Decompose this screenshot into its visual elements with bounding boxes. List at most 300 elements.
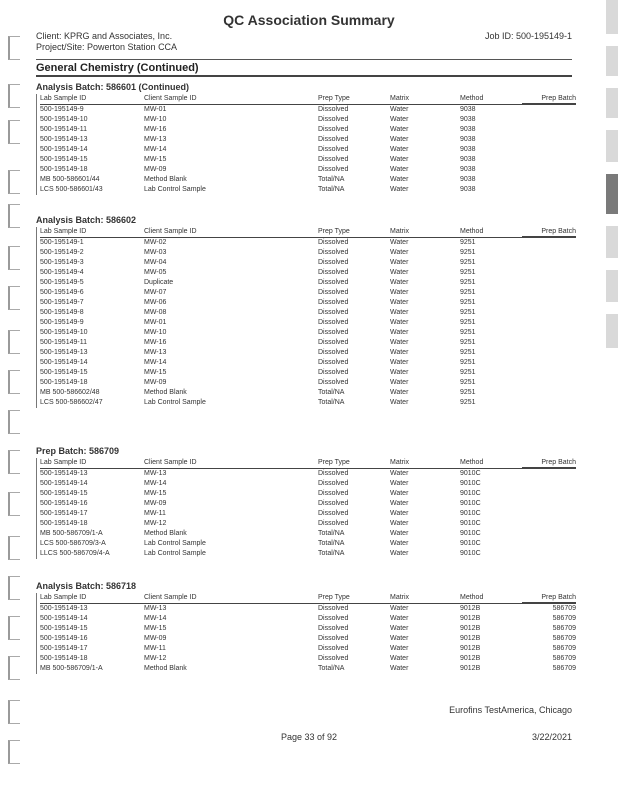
col-method: Method [460,594,484,601]
cell-client-sample-id: Lab Control Sample [144,550,206,557]
cell-prep-type: Dissolved [318,625,349,632]
col-lab-sample-id: Lab Sample ID [40,459,87,466]
cell-method: 9038 [460,136,476,143]
cell-prep-batch [522,499,576,509]
cell-lab-sample-id: 500-195149-18 [40,520,88,527]
binder-hole [8,700,20,724]
cell-lab-sample-id: 500-195149-7 [40,299,84,306]
cell-prep-type: Dissolved [318,369,349,376]
cell-method: 9012B [460,625,481,632]
binder-hole [8,204,20,228]
table-row [40,308,576,318]
cell-prep-type: Dissolved [318,520,349,527]
job-id: Job ID: 500-195149-1 [484,31,572,41]
cell-client-sample-id: Method Blank [144,176,187,183]
cell-matrix: Water [390,146,409,153]
table-row [40,539,576,549]
col-client-sample-id: Client Sample ID [144,459,197,466]
index-tab [606,314,618,348]
cell-prep-type: Dissolved [318,635,349,642]
cell-matrix: Water [390,329,409,336]
cell-lab-sample-id: 500-195149-10 [40,329,88,336]
table-row [40,268,576,278]
table-row [40,509,576,519]
cell-lab-sample-id: MB 500-586709/1-A [40,530,103,537]
cell-client-sample-id: MW-14 [144,615,167,622]
qc-table [40,94,576,195]
cell-matrix: Water [390,186,409,193]
cell-matrix: Water [390,106,409,113]
table-header [40,593,576,604]
cell-matrix: Water [390,389,409,396]
table-row [40,654,576,664]
table-row [40,604,576,614]
cell-lab-sample-id: 500-195149-14 [40,146,88,153]
cell-client-sample-id: MW-07 [144,289,167,296]
cell-method: 9038 [460,116,476,123]
table-row [40,469,576,479]
table-row [40,135,576,145]
cell-lab-sample-id: 500-195149-16 [40,500,88,507]
cell-prep-batch [522,539,576,549]
index-tab [606,270,618,302]
client-name: Client: KPRG and Associates, Inc. [36,31,173,41]
cell-prep-type: Dissolved [318,655,349,662]
cell-matrix: Water [390,625,409,632]
cell-client-sample-id: MW-12 [144,655,167,662]
cell-method: 9038 [460,176,476,183]
cell-matrix: Water [390,239,409,246]
cell-method: 9251 [460,259,476,266]
cell-prep-type: Total/NA [318,389,345,396]
cell-lab-sample-id: 500-195149-15 [40,625,88,632]
cell-lab-sample-id: 500-195149-5 [40,279,84,286]
cell-method: 9038 [460,166,476,173]
qc-table [40,227,576,408]
table-row [40,519,576,529]
cell-client-sample-id: MW-13 [144,605,167,612]
batch-prep-586709 [36,444,576,559]
section-title: General Chemistry (Continued) [36,59,572,77]
batch-title: Analysis Batch: 586602 [36,215,137,225]
cell-matrix: Water [390,309,409,316]
cell-matrix: Water [390,490,409,497]
cell-prep-batch: 586709 [552,665,576,672]
table-row [40,125,576,135]
cell-prep-batch [522,328,576,338]
cell-lab-sample-id: 500-195149-18 [40,379,88,386]
binder-hole [8,370,20,394]
cell-prep-batch [522,509,576,519]
binder-hole [8,740,20,764]
index-tab-active [606,174,618,214]
cell-lab-sample-id: 500-195149-13 [40,136,88,143]
cell-method: 9251 [460,289,476,296]
cell-matrix: Water [390,530,409,537]
cell-matrix: Water [390,166,409,173]
batch-analysis-586601 [36,80,576,195]
cell-prep-type: Dissolved [318,259,349,266]
cell-method: 9010C [460,540,481,547]
cell-lab-sample-id: 500-195149-11 [40,339,87,346]
cell-prep-batch [522,185,576,195]
cell-prep-batch [522,338,576,348]
cell-client-sample-id: Method Blank [144,665,187,672]
cell-matrix: Water [390,480,409,487]
cell-lab-sample-id: 500-195149-3 [40,259,84,266]
cell-client-sample-id: Duplicate [144,279,174,286]
cell-method: 9251 [460,399,476,406]
cell-client-sample-id: Lab Control Sample [144,186,206,193]
col-prep-batch: Prep Batch [522,458,576,468]
cell-method: 9251 [460,389,476,396]
cell-matrix: Water [390,550,409,557]
table-row [40,348,576,358]
table-row [40,624,576,634]
cell-prep-batch: 586709 [552,635,576,642]
qc-table [40,593,576,674]
col-client-sample-id: Client Sample ID [144,594,197,601]
table-row [40,368,576,378]
col-prep-batch: Prep Batch [522,227,576,237]
cell-client-sample-id: Method Blank [144,530,187,537]
cell-prep-type: Total/NA [318,550,345,557]
cell-client-sample-id: MW-14 [144,146,167,153]
col-prep-batch: Prep Batch [522,94,576,104]
cell-prep-batch: 586709 [552,645,576,652]
cell-prep-batch [522,398,576,408]
cell-lab-sample-id: 500-195149-10 [40,116,88,123]
cell-method: 9251 [460,309,476,316]
cell-lab-sample-id: 500-195149-13 [40,470,88,477]
col-prep-type: Prep Type [318,594,350,601]
table-row [40,238,576,248]
cell-method: 9012B [460,615,481,622]
cell-lab-sample-id: 500-195149-6 [40,289,84,296]
binder-hole [8,286,20,310]
table-row [40,644,576,654]
cell-prep-batch [522,268,576,278]
col-lab-sample-id: Lab Sample ID [40,594,87,601]
cell-lab-sample-id: LCS 500-586602/47 [40,399,103,406]
table-row [40,105,576,115]
table-header [40,94,576,105]
cell-method: 9251 [460,349,476,356]
cell-client-sample-id: MW-14 [144,359,167,366]
cell-matrix: Water [390,615,409,622]
table-row [40,388,576,398]
cell-prep-type: Dissolved [318,239,349,246]
cell-client-sample-id: Lab Control Sample [144,540,206,547]
qc-table [40,458,576,559]
cell-matrix: Water [390,635,409,642]
cell-prep-type: Total/NA [318,665,345,672]
table-row [40,549,576,559]
cell-method: 9038 [460,106,476,113]
cell-client-sample-id: MW-09 [144,166,167,173]
cell-prep-batch [522,529,576,539]
cell-lab-sample-id: 500-195149-9 [40,319,84,326]
table-row [40,499,576,509]
cell-prep-type: Dissolved [318,490,349,497]
cell-client-sample-id: Method Blank [144,389,187,396]
table-row [40,489,576,499]
cell-matrix: Water [390,349,409,356]
col-matrix: Matrix [390,95,410,102]
cell-prep-type: Dissolved [318,156,349,163]
cell-lab-sample-id: 500-195149-15 [40,490,88,497]
cell-prep-type: Total/NA [318,399,345,406]
binder-hole [8,576,20,600]
cell-prep-batch [522,248,576,258]
cell-method: 9251 [460,299,476,306]
cell-client-sample-id: MW-09 [144,379,167,386]
cell-prep-batch [522,238,576,248]
col-lab-sample-id: Lab Sample ID [40,95,87,102]
cell-method: 9251 [460,329,476,336]
cell-matrix: Water [390,665,409,672]
cell-method: 9251 [460,279,476,286]
cell-method: 9010C [460,470,481,477]
cell-prep-batch [522,479,576,489]
index-tab [606,130,618,162]
project-site: Project/Site: Powerton Station CCA [36,42,178,52]
cell-client-sample-id: MW-16 [144,126,167,133]
cell-matrix: Water [390,126,409,133]
cell-matrix: Water [390,655,409,662]
cell-matrix: Water [390,136,409,143]
cell-prep-batch [522,145,576,155]
cell-matrix: Water [390,116,409,123]
table-row [40,288,576,298]
cell-client-sample-id: MW-13 [144,136,167,143]
cell-matrix: Water [390,605,409,612]
cell-client-sample-id: MW-12 [144,520,167,527]
cell-matrix: Water [390,279,409,286]
cell-lab-sample-id: 500-195149-11 [40,126,87,133]
cell-prep-batch [522,358,576,368]
cell-prep-type: Dissolved [318,480,349,487]
cell-lab-sample-id: 500-195149-14 [40,359,88,366]
cell-matrix: Water [390,259,409,266]
col-lab-sample-id: Lab Sample ID [40,228,87,235]
cell-prep-type: Dissolved [318,329,349,336]
cell-matrix: Water [390,339,409,346]
cell-prep-batch [522,378,576,388]
col-client-sample-id: Client Sample ID [144,228,197,235]
cell-prep-batch: 586709 [552,655,576,662]
col-matrix: Matrix [390,228,410,235]
cell-prep-type: Dissolved [318,359,349,366]
col-matrix: Matrix [390,594,410,601]
batch-analysis-586718 [36,579,576,674]
cell-prep-batch [522,175,576,185]
cell-lab-sample-id: 500-195149-14 [40,615,88,622]
cell-prep-batch [522,469,576,479]
table-row [40,185,576,195]
table-row [40,328,576,338]
col-prep-type: Prep Type [318,228,350,235]
cell-lab-sample-id: LCS 500-586709/3-A [40,540,106,547]
cell-client-sample-id: MW-15 [144,490,167,497]
cell-client-sample-id: MW-02 [144,239,167,246]
cell-prep-batch [522,165,576,175]
cell-prep-batch [522,308,576,318]
cell-prep-batch [522,125,576,135]
cell-matrix: Water [390,176,409,183]
table-row [40,258,576,268]
cell-method: 9251 [460,319,476,326]
binder-hole [8,246,20,270]
cell-matrix: Water [390,645,409,652]
cell-client-sample-id: MW-01 [144,319,167,326]
binder-hole [8,84,20,108]
table-row [40,634,576,644]
table-row [40,318,576,328]
cell-method: 9012B [460,645,481,652]
cell-lab-sample-id: 500-195149-13 [40,349,88,356]
cell-lab-sample-id: 500-195149-16 [40,635,88,642]
table-header [40,458,576,469]
cell-client-sample-id: MW-10 [144,116,167,123]
cell-matrix: Water [390,510,409,517]
table-row [40,358,576,368]
cell-client-sample-id: MW-09 [144,500,167,507]
cell-matrix: Water [390,319,409,326]
lab-name: Eurofins TestAmerica, Chicago [449,705,572,715]
cell-matrix: Water [390,289,409,296]
cell-client-sample-id: MW-10 [144,329,167,336]
cell-lab-sample-id: MB 500-586709/1-A [40,665,103,672]
table-row [40,278,576,288]
report-title: QC Association Summary [223,12,395,28]
cell-client-sample-id: MW-03 [144,249,167,256]
cell-prep-batch [522,318,576,328]
cell-method: 9010C [460,510,481,517]
cell-client-sample-id: MW-11 [144,510,166,517]
cell-client-sample-id: MW-16 [144,339,167,346]
cell-method: 9010C [460,520,481,527]
table-header [40,227,576,238]
cell-prep-batch [522,489,576,499]
cell-method: 9251 [460,339,476,346]
binder-hole [8,536,20,560]
table-row [40,664,576,674]
cell-prep-batch: 586709 [552,605,576,612]
cell-prep-type: Total/NA [318,530,345,537]
col-method: Method [460,459,484,466]
cell-prep-type: Dissolved [318,106,349,113]
col-method: Method [460,228,484,235]
cell-prep-type: Dissolved [318,470,349,477]
cell-method: 9010C [460,500,481,507]
cell-lab-sample-id: 500-195149-2 [40,249,84,256]
cell-matrix: Water [390,359,409,366]
cell-method: 9010C [460,490,481,497]
cell-lab-sample-id: 500-195149-4 [40,269,84,276]
cell-prep-batch [522,105,576,115]
cell-lab-sample-id: 500-195149-17 [40,645,88,652]
cell-prep-batch [522,115,576,125]
cell-method: 9010C [460,550,481,557]
cell-matrix: Water [390,500,409,507]
cell-lab-sample-id: 500-195149-17 [40,510,88,517]
table-row [40,479,576,489]
cell-prep-type: Total/NA [318,186,345,193]
col-matrix: Matrix [390,459,410,466]
cell-prep-type: Dissolved [318,319,349,326]
index-tab [606,88,618,118]
table-row [40,165,576,175]
page-number: Page 33 of 92 [280,732,338,742]
cell-method: 9012B [460,635,481,642]
batch-analysis-586602 [36,213,576,408]
cell-prep-type: Total/NA [318,540,345,547]
table-row [40,115,576,125]
table-row [40,614,576,624]
cell-prep-type: Dissolved [318,309,349,316]
cell-matrix: Water [390,299,409,306]
cell-lab-sample-id: 500-195149-13 [40,605,88,612]
cell-prep-batch [522,288,576,298]
cell-method: 9038 [460,156,476,163]
cell-lab-sample-id: 500-195149-18 [40,655,88,662]
cell-prep-type: Total/NA [318,176,345,183]
cell-client-sample-id: MW-14 [144,480,167,487]
table-row [40,398,576,408]
cell-matrix: Water [390,249,409,256]
binder-hole [8,36,20,60]
cell-prep-batch [522,258,576,268]
cell-prep-type: Dissolved [318,349,349,356]
cell-matrix: Water [390,369,409,376]
cell-method: 9251 [460,269,476,276]
cell-prep-type: Dissolved [318,116,349,123]
binder-hole [8,492,20,516]
cell-matrix: Water [390,540,409,547]
cell-prep-batch [522,298,576,308]
cell-method: 9251 [460,359,476,366]
table-row [40,145,576,155]
binder-hole [8,616,20,640]
cell-lab-sample-id: 500-195149-15 [40,156,88,163]
cell-prep-type: Dissolved [318,126,349,133]
cell-client-sample-id: MW-15 [144,625,167,632]
client-info [36,31,177,53]
col-prep-type: Prep Type [318,459,350,466]
cell-lab-sample-id: LLCS 500-586709/4-A [40,550,110,557]
batch-title: Prep Batch: 586709 [36,446,120,456]
cell-method: 9010C [460,480,481,487]
table-row [40,298,576,308]
cell-prep-type: Dissolved [318,605,349,612]
cell-lab-sample-id: 500-195149-18 [40,166,88,173]
col-client-sample-id: Client Sample ID [144,95,197,102]
cell-lab-sample-id: MB 500-586602/48 [40,389,100,396]
binder-hole [8,120,20,144]
binder-hole [8,330,20,354]
cell-prep-batch [522,135,576,145]
cell-client-sample-id: MW-13 [144,470,167,477]
batch-title: Analysis Batch: 586601 (Continued) [36,82,190,92]
cell-prep-type: Dissolved [318,299,349,306]
cell-lab-sample-id: 500-195149-8 [40,309,84,316]
batch-title: Analysis Batch: 586718 [36,581,137,591]
cell-method: 9038 [460,146,476,153]
table-row [40,248,576,258]
cell-method: 9012B [460,665,481,672]
cell-matrix: Water [390,269,409,276]
